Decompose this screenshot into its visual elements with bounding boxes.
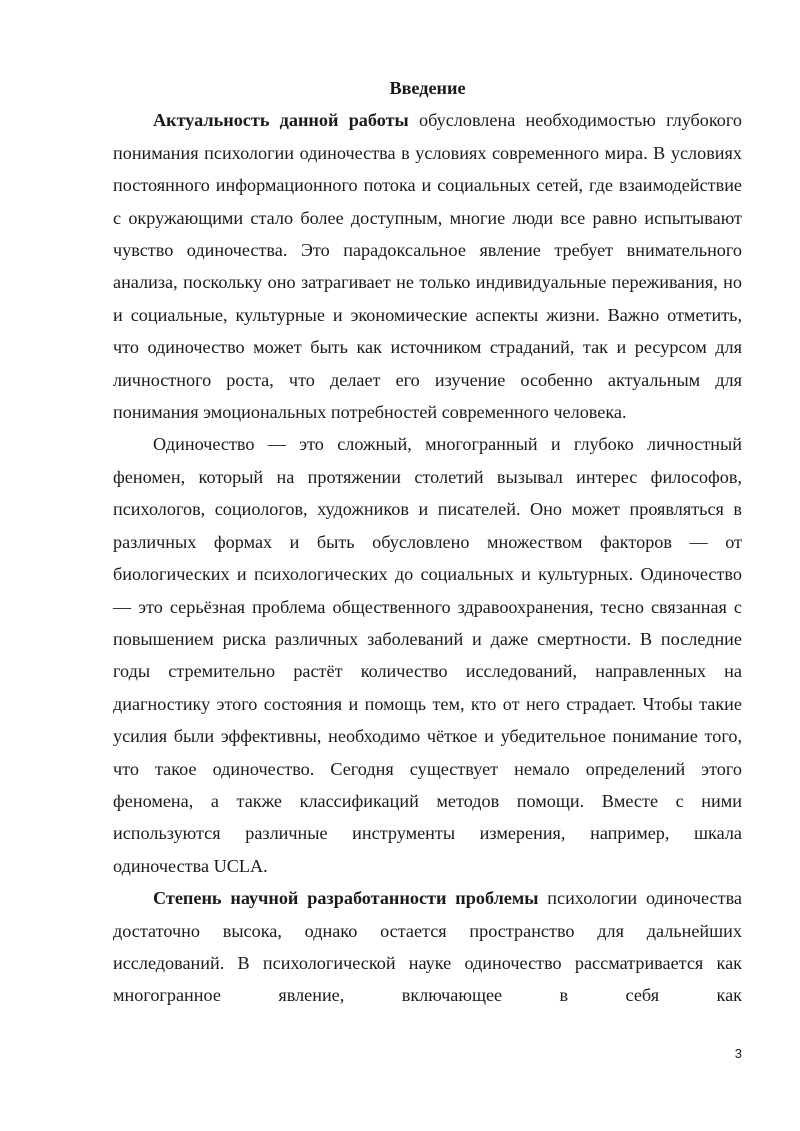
- paragraph-lead: Актуальность данной работы: [153, 110, 409, 131]
- paragraph-relevance: [113, 104, 742, 428]
- paragraph-research-degree: [113, 882, 742, 1012]
- paragraph-text: обусловлена необходимостью глубокого понимания психологии одиночества в условиях современного мира. В условиях постоянного информационного потока и социальных сетей, где взаимодействие с окружающими стало более доступным, многие люди все равно испытывают чувство одиночества. Это парадоксальное явление требует внимательного анализа, поскольку оно затрагивает не только индивидуальные переживания, но и социальные, культурные и экономические аспекты жизни. Важно отметить, что одиночество может быть как источником страданий, так и ресурсом для личностного роста, что делает его изучение особенно актуальным для понимания эмоциональных потребностей современного человека.: [113, 110, 742, 423]
- page-number: 3: [734, 1046, 742, 1061]
- section-title: Введение: [389, 78, 466, 98]
- page-body: [113, 72, 742, 1012]
- paragraph-text: психологии одиночества достаточно высока, однако остается пространство для дальнейших исследований. В психологической науке одиночество рассматривается как многогранное явление, включающее в себя как: [113, 888, 742, 1006]
- paragraph-text: Одиночество — это сложный, многогранный и глубоко личностный феномен, который на протяжении столетий вызывал интерес философов, психологов, социологов, художников и писателей. Оно может проявляться в различных формах и быть обусловлено множеством факторов — от биологических и психологических до социальных и культурных. Одиночество — это серьёзная проблема общественного здравоохранения, тесно связанная с повышением риска различных заболеваний и даже смертности. В последние годы стремительно растёт количество исследований, направленных на диагностику этого состояния и помощь тем, кто от него страдает. Чтобы такие усилия были эффективны, необходимо чёткое и убедительное понимание того, что такое одиночество. Сегодня существует немало определений этого феномена, а также классификаций методов помощи. Вместе с ними используются различные инструменты измерения, например, шкала одиночества UCLA.: [113, 434, 742, 876]
- paragraph-lead: Степень научной разработанности проблемы: [153, 888, 539, 909]
- paragraph-loneliness: [113, 428, 742, 882]
